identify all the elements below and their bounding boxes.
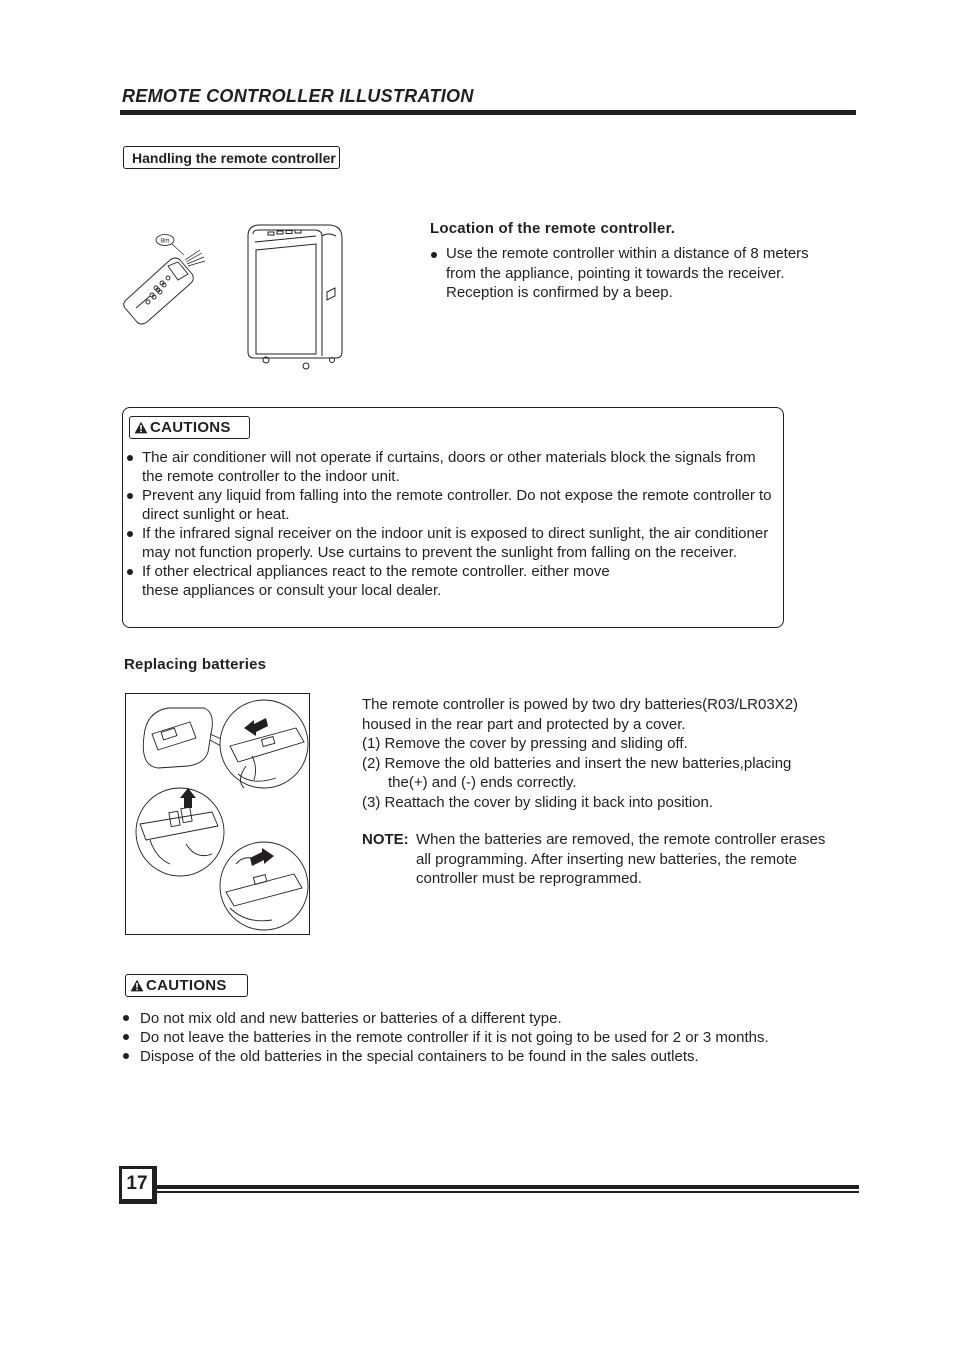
hand-inserting-batteries-icon <box>136 788 224 876</box>
remote-controller-icon <box>124 258 194 324</box>
battery-illustration-frame <box>125 693 310 935</box>
cautions-label <box>129 416 250 439</box>
battery-cautions-list <box>122 1009 862 1066</box>
list-item: Do not mix old and new batteries or batteries of a different type. <box>122 1009 862 1028</box>
footer-divider-thin <box>157 1191 859 1193</box>
instruction-line: The remote controller is powed by two dry batteries(R03/LR03X2) <box>362 696 799 713</box>
list-item: Do not leave the batteries in the remote controller if it is not going to be used for 2 or 3 months. <box>122 1028 862 1047</box>
warning-icon <box>134 421 148 434</box>
cautions-label-text: CAUTIONS <box>146 977 227 994</box>
location-heading: Location of the remote controller. <box>430 220 676 237</box>
list-item: Dispose of the old batteries in the special containers to be found in the sales outlets. <box>122 1047 862 1066</box>
list-item: If other electrical appliances react to the remote controller. either move these appliances or consult your local dealer. <box>127 562 779 600</box>
cautions-label-text: CAUTIONS <box>150 419 231 436</box>
battery-instructions <box>362 695 862 812</box>
cautions-bullet-list <box>127 448 779 600</box>
note-line: all programming. After inserting new batteries, the remote <box>416 850 798 868</box>
battery-replacement-illustration <box>126 694 309 934</box>
note-text <box>416 830 866 889</box>
signal-beam-icon <box>185 250 205 266</box>
list-item: Use the remote controller within a distance of 8 meters from the appliance, pointing it towards the receiver. Reception is confirmed by a beep. <box>430 244 810 303</box>
warning-icon <box>130 979 144 992</box>
remote-back-icon <box>143 708 228 768</box>
note-label: NOTE: <box>362 831 409 848</box>
remote-location-illustration <box>122 222 352 372</box>
note-line: When the batteries are removed, the remote controller erases <box>416 831 826 848</box>
distance-label: 8m <box>160 237 170 245</box>
section-label-handling: Handling the remote controller <box>123 146 340 169</box>
location-bullet-list <box>430 244 810 303</box>
list-item: The air conditioner will not operate if curtains, doors or other materials block the signals from the remote controller to the indoor unit. <box>127 448 779 486</box>
instruction-line: housed in the rear part and protected by a cover. <box>362 715 686 733</box>
cautions-label <box>125 974 248 997</box>
air-conditioner-unit-icon <box>248 225 342 369</box>
page-title: REMOTE CONTROLLER ILLUSTRATION <box>122 86 474 106</box>
page-number: 17 <box>119 1166 157 1204</box>
hand-sliding-cover-icon <box>220 700 308 788</box>
footer-divider <box>157 1185 859 1189</box>
list-item: If the infrared signal receiver on the indoor unit is exposed to direct sunlight, the air conditioner may not function properly. Use curtains to prevent the sunlight from falling on the receiver. <box>127 524 779 562</box>
list-item: Prevent any liquid from falling into the remote controller. Do not expose the remote controller to direct sunlight or heat. <box>127 486 779 524</box>
note-line: controller must be reprogrammed. <box>416 870 642 887</box>
instruction-line: (1) Remove the cover by pressing and sliding off. <box>362 735 688 752</box>
instruction-line: the(+) and (-) ends correctly. <box>388 774 577 791</box>
instruction-line: (2) Remove the old batteries and insert the new batteries,placing <box>362 754 792 772</box>
section-heading-batteries: Replacing batteries <box>124 656 267 673</box>
header-divider <box>120 110 856 115</box>
instruction-line: (3) Reattach the cover by sliding it back into position. <box>362 793 714 811</box>
